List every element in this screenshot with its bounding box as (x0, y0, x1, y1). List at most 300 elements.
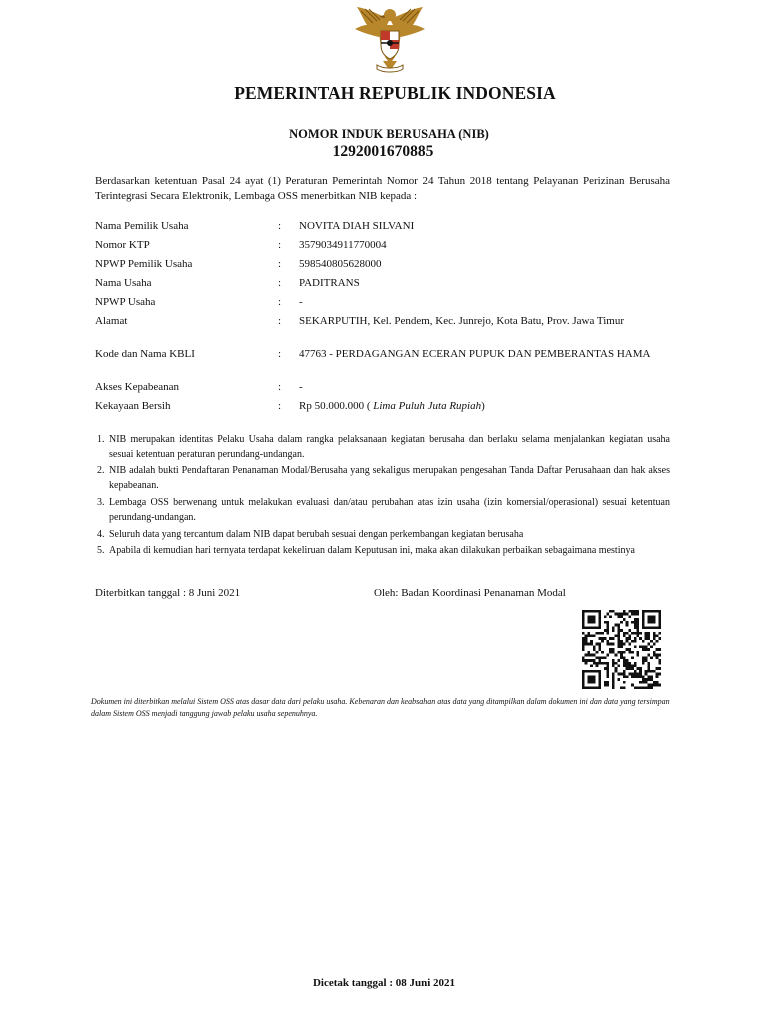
qr-module (636, 675, 639, 678)
field-separator: : (278, 400, 282, 412)
qr-module (634, 621, 637, 624)
field-separator: : (278, 348, 282, 360)
qr-module (628, 610, 631, 613)
qr-module (653, 654, 656, 657)
qr-module (596, 670, 599, 673)
note-number: 5. (97, 545, 105, 556)
field-separator: : (278, 258, 282, 270)
qr-module (656, 640, 659, 643)
field-label: Kekayaan Bersih (95, 400, 171, 412)
qr-module (612, 648, 615, 651)
qr-module (636, 635, 639, 638)
qr-module (615, 662, 618, 665)
qr-module (626, 662, 629, 665)
qr-module (636, 667, 639, 670)
qr-module (656, 656, 659, 659)
qr-module (631, 613, 634, 616)
note-text: NIB merupakan identitas Pelaku Usaha dalam rangka pelaksanaan kegiatan berusaha dan berlaku selama menjalankan kegiatan usaha sesuai ketentuan peraturan perundang-undangan. (109, 434, 670, 460)
qr-module (598, 618, 601, 621)
qr-module (650, 684, 653, 687)
qr-module (658, 654, 661, 657)
qr-module (653, 621, 656, 624)
qr-module (585, 637, 588, 640)
qr-module (623, 675, 626, 678)
qr-module (647, 684, 650, 687)
qr-module (587, 632, 590, 635)
qr-module (617, 640, 620, 643)
note-text: NIB adalah bukti Pendaftaran Penanaman Modal/Berusaha yang sekaligus merupakan pengesahan Tanda Daftar Perusahaan dan hak akses kepabeanan. (109, 465, 670, 491)
qr-module (617, 626, 620, 629)
qr-module (598, 615, 601, 618)
qr-module (645, 659, 648, 662)
qr-module (656, 610, 659, 613)
qr-module (634, 664, 637, 667)
qr-module (598, 684, 601, 687)
qr-module (628, 643, 631, 646)
qr-module (645, 610, 648, 613)
qr-module (590, 635, 593, 638)
qr-module (593, 659, 596, 662)
qr-module (639, 673, 642, 676)
qr-module (626, 637, 629, 640)
qr-module (615, 613, 618, 616)
qr-module (642, 686, 645, 689)
qr-module (650, 610, 653, 613)
qr-module (585, 610, 588, 613)
qr-module (587, 643, 590, 646)
qr-module (596, 662, 599, 665)
qr-module (634, 686, 637, 689)
qr-module (642, 645, 645, 648)
qr-module (631, 632, 634, 635)
qr-module (639, 667, 642, 670)
field-label: Alamat (95, 315, 128, 327)
qr-module (645, 635, 648, 638)
qr-module (620, 651, 623, 654)
field-value: 47763 - PERDAGANGAN ECERAN PUPUK DAN PEMBERANTAS HAMA (299, 348, 651, 360)
qr-module (642, 681, 645, 684)
qr-module (636, 624, 639, 627)
qr-module (607, 629, 610, 632)
qr-module (623, 635, 626, 638)
field-label: Kode dan Nama KBLI (95, 348, 195, 360)
qr-module (639, 645, 642, 648)
qr-module (636, 686, 639, 689)
qr-module (598, 681, 601, 684)
qr-module (650, 640, 653, 643)
qr-module (607, 621, 610, 624)
qr-module (628, 637, 631, 640)
qr-module (636, 654, 639, 657)
field-separator: : (278, 381, 282, 393)
qr-module (658, 637, 661, 640)
qr-module (620, 640, 623, 643)
qr-module (617, 645, 620, 648)
qr-module (620, 645, 623, 648)
qr-module (645, 648, 648, 651)
qr-module (636, 629, 639, 632)
qr-module (658, 610, 661, 613)
qr-module (631, 667, 634, 670)
qr-module (658, 662, 661, 665)
qr-module (612, 626, 615, 629)
qr-module (598, 624, 601, 627)
qr-module (609, 648, 612, 651)
qr-module (636, 618, 639, 621)
field-separator: : (278, 220, 282, 232)
qr-module (598, 659, 601, 662)
issued-by: Oleh: Badan Koordinasi Penanaman Modal (374, 587, 566, 599)
qr-module (647, 615, 650, 618)
qr-module (587, 654, 590, 657)
qr-module (587, 670, 590, 673)
qr-module (658, 684, 661, 687)
qr-module (598, 626, 601, 629)
qr-module (623, 664, 626, 667)
field-value: - (299, 296, 303, 308)
qr-module (585, 643, 588, 646)
qr-module (604, 681, 607, 684)
qr-module (653, 670, 656, 673)
qr-module (582, 645, 585, 648)
field-label: NPWP Pemilik Usaha (95, 258, 193, 270)
field-value (299, 400, 675, 413)
qr-module (585, 640, 588, 643)
qr-module (587, 626, 590, 629)
qr-module (617, 624, 620, 627)
qr-module (582, 648, 585, 651)
qr-module (590, 615, 593, 618)
qr-module (601, 637, 604, 640)
qr-module (609, 651, 612, 654)
qr-module (582, 656, 585, 659)
qr-module (631, 621, 634, 624)
qr-module (650, 626, 653, 629)
qr-module (593, 670, 596, 673)
qr-module (642, 659, 645, 662)
qr-module (582, 621, 585, 624)
qr-module (642, 615, 645, 618)
qr-module (615, 624, 618, 627)
qr-module (612, 664, 615, 667)
qr-module (639, 637, 642, 640)
qr-module (634, 645, 637, 648)
qr-module (631, 684, 634, 687)
qr-module (590, 678, 593, 681)
qr-module (623, 618, 626, 621)
qr-module (631, 675, 634, 678)
qr-module (617, 643, 620, 646)
qr-module (628, 615, 631, 618)
note-text: Lembaga OSS berwenang untuk melakukan evaluasi dan/atau perubahan atas izin usaha (izin komersial/operasional) sesuai ketentuan perundang-undangan. (109, 497, 670, 523)
qr-module (645, 645, 648, 648)
note-text: Apabila di kemudian hari ternyata terdapat kekeliruan dalam Keputusan ini, maka akan dilakukan perbaikan sebagaimana mestinya (109, 545, 635, 556)
qr-module (587, 621, 590, 624)
qr-module (617, 673, 620, 676)
qr-module (620, 656, 623, 659)
field-value: - (299, 381, 303, 393)
qr-module (582, 684, 585, 687)
qr-module (615, 654, 618, 657)
qr-module (656, 673, 659, 676)
qr-module (653, 618, 656, 621)
qr-module (582, 618, 585, 621)
qr-module (639, 670, 642, 673)
note-number: 1. (97, 434, 105, 445)
qr-module (601, 640, 604, 643)
qr-module (612, 675, 615, 678)
qr-module (645, 686, 648, 689)
qr-module (590, 664, 593, 667)
qr-module (598, 632, 601, 635)
qr-module (634, 613, 637, 616)
qr-module (636, 626, 639, 629)
qr-module (609, 615, 612, 618)
qr-module (626, 621, 629, 624)
qr-module (582, 637, 585, 640)
qr-module (596, 656, 599, 659)
qr-module (601, 656, 604, 659)
qr-module (612, 637, 615, 640)
qr-module (617, 629, 620, 632)
qr-module (642, 624, 645, 627)
qr-module (623, 673, 626, 676)
qr-module (623, 681, 626, 684)
qr-module (628, 648, 631, 651)
qr-module (590, 654, 593, 657)
qr-module (647, 643, 650, 646)
disclaimer-text: Dokumen ini diterbitkan melalui Sistem OSS atas dasar data dari pelaku usaha. Kebenaran dan keabsahan atas data yang ditampilkan dalam dokumen ini dan data yang tersimpan dalam Sistem OSS menjadi tanggung jawab pelaku usaha sepenuhnya. (91, 697, 670, 718)
qr-module (598, 637, 601, 640)
qr-module (642, 626, 645, 629)
qr-module (596, 643, 599, 646)
qr-module (634, 626, 637, 629)
qr-module (658, 626, 661, 629)
qr-module (615, 670, 618, 673)
qr-module (626, 640, 629, 643)
qr-module (650, 621, 653, 624)
qr-module (585, 626, 588, 629)
qr-module (647, 664, 650, 667)
qr-module (647, 686, 650, 689)
qr-module (582, 624, 585, 627)
qr-module (645, 681, 648, 684)
qr-module (598, 670, 601, 673)
qr-module (658, 659, 661, 662)
qr-module (628, 662, 631, 665)
qr-module (590, 621, 593, 624)
qr-module (647, 678, 650, 681)
qr-module (634, 673, 637, 676)
qr-module (634, 662, 637, 665)
qr-module (658, 618, 661, 621)
qr-module (647, 632, 650, 635)
qr-module (647, 621, 650, 624)
qr-module (626, 667, 629, 670)
qr-module (634, 640, 637, 643)
intro-paragraph: Berdasarkan ketentuan Pasal 24 ayat (1) Peraturan Pemerintah Nomor 24 Tahun 2018 tentang Pelayanan Perizinan Berusaha Terintegrasi Secara Elektronik, Lembaga OSS menerbitkan NIB kepada : (95, 175, 670, 202)
qr-module (626, 648, 629, 651)
qr-module (634, 610, 637, 613)
qr-module (582, 670, 585, 673)
qr-module (607, 667, 610, 670)
qr-module (604, 656, 607, 659)
nib-title: NOMOR INDUK BERUSAHA (NIB) (289, 127, 489, 141)
qr-module (623, 613, 626, 616)
qr-module (653, 610, 656, 613)
qr-module (582, 626, 585, 629)
qr-module (642, 640, 645, 643)
qr-module (593, 686, 596, 689)
qr-module (658, 673, 661, 676)
qr-module (626, 659, 629, 662)
qr-module (653, 643, 656, 646)
qr-module (650, 678, 653, 681)
qr-module (642, 678, 645, 681)
qr-module (590, 610, 593, 613)
qr-module (617, 615, 620, 618)
qr-module (582, 681, 585, 684)
qr-module (639, 675, 642, 678)
qr-module (582, 675, 585, 678)
qr-module (623, 643, 626, 646)
qr-module (585, 670, 588, 673)
qr-module (631, 651, 634, 654)
qr-module (626, 624, 629, 627)
qr-module (596, 651, 599, 654)
qr-module (590, 686, 593, 689)
qr-module (593, 648, 596, 651)
qr-module (628, 651, 631, 654)
qr-module (645, 637, 648, 640)
qr-module (623, 686, 626, 689)
qr-module (623, 662, 626, 665)
qr-module (642, 621, 645, 624)
qr-module (626, 613, 629, 616)
qr-module (582, 613, 585, 616)
qr-module (650, 670, 653, 673)
qr-module (658, 648, 661, 651)
qr-module (620, 654, 623, 657)
qr-module (593, 626, 596, 629)
qr-module (596, 626, 599, 629)
qr-module (634, 624, 637, 627)
qr-module (593, 618, 596, 621)
qr-module (585, 635, 588, 638)
qr-module (604, 662, 607, 665)
qr-module (628, 673, 631, 676)
qr-module (615, 667, 618, 670)
qr-module (582, 678, 585, 681)
qr-module (593, 635, 596, 638)
qr-module (607, 662, 610, 665)
qr-module (601, 662, 604, 665)
qr-module (623, 659, 626, 662)
qr-module (636, 651, 639, 654)
qr-module (639, 632, 642, 635)
note-number: 3. (97, 497, 105, 508)
note-number: 4. (97, 529, 105, 540)
qr-module (607, 670, 610, 673)
qr-module (590, 670, 593, 673)
qr-module (593, 681, 596, 684)
qr-module (631, 610, 634, 613)
qr-module (604, 621, 607, 624)
qr-module (593, 662, 596, 665)
qr-module (607, 640, 610, 643)
qr-module (645, 656, 648, 659)
qr-module (650, 656, 653, 659)
qr-module (658, 615, 661, 618)
qr-module (634, 675, 637, 678)
qr-module (645, 673, 648, 676)
qr-module (598, 621, 601, 624)
qr-module (607, 624, 610, 627)
qr-module (612, 651, 615, 654)
qr-module (617, 678, 620, 681)
qr-module (587, 635, 590, 638)
qr-module (590, 640, 593, 643)
qr-module (585, 686, 588, 689)
qr-module (634, 618, 637, 621)
qr-module (612, 678, 615, 681)
qr-module (590, 643, 593, 646)
qr-module (607, 664, 610, 667)
qr-module (587, 610, 590, 613)
qr-module (626, 675, 629, 678)
qr-module (617, 613, 620, 616)
qr-module (607, 613, 610, 616)
net-assets-close: ) (481, 400, 485, 412)
qr-module (587, 686, 590, 689)
qr-module (607, 673, 610, 676)
qr-module (590, 675, 593, 678)
qr-module (628, 664, 631, 667)
qr-module (582, 673, 585, 676)
qr-module (587, 675, 590, 678)
qr-module (590, 626, 593, 629)
qr-module (656, 635, 659, 638)
qr-module (590, 681, 593, 684)
qr-module (601, 651, 604, 654)
note-item (95, 463, 670, 493)
qr-module (609, 643, 612, 646)
qr-module (636, 673, 639, 676)
qr-module (658, 624, 661, 627)
qr-module (645, 632, 648, 635)
qr-module (620, 629, 623, 632)
qr-module (617, 664, 620, 667)
qr-module (598, 675, 601, 678)
qr-module (626, 632, 629, 635)
qr-module (587, 678, 590, 681)
field-value: PADITRANS (299, 277, 360, 289)
qr-module (642, 610, 645, 613)
qr-module (623, 670, 626, 673)
qr-module (587, 659, 590, 662)
qr-module (620, 615, 623, 618)
qr-module (617, 659, 620, 662)
field-separator: : (278, 239, 282, 251)
qr-module (658, 632, 661, 635)
qr-module (642, 675, 645, 678)
qr-module (601, 632, 604, 635)
note-item (95, 495, 670, 525)
qr-module (642, 613, 645, 616)
qr-code-icon (577, 610, 666, 689)
qr-module (607, 684, 610, 687)
qr-module (658, 613, 661, 616)
